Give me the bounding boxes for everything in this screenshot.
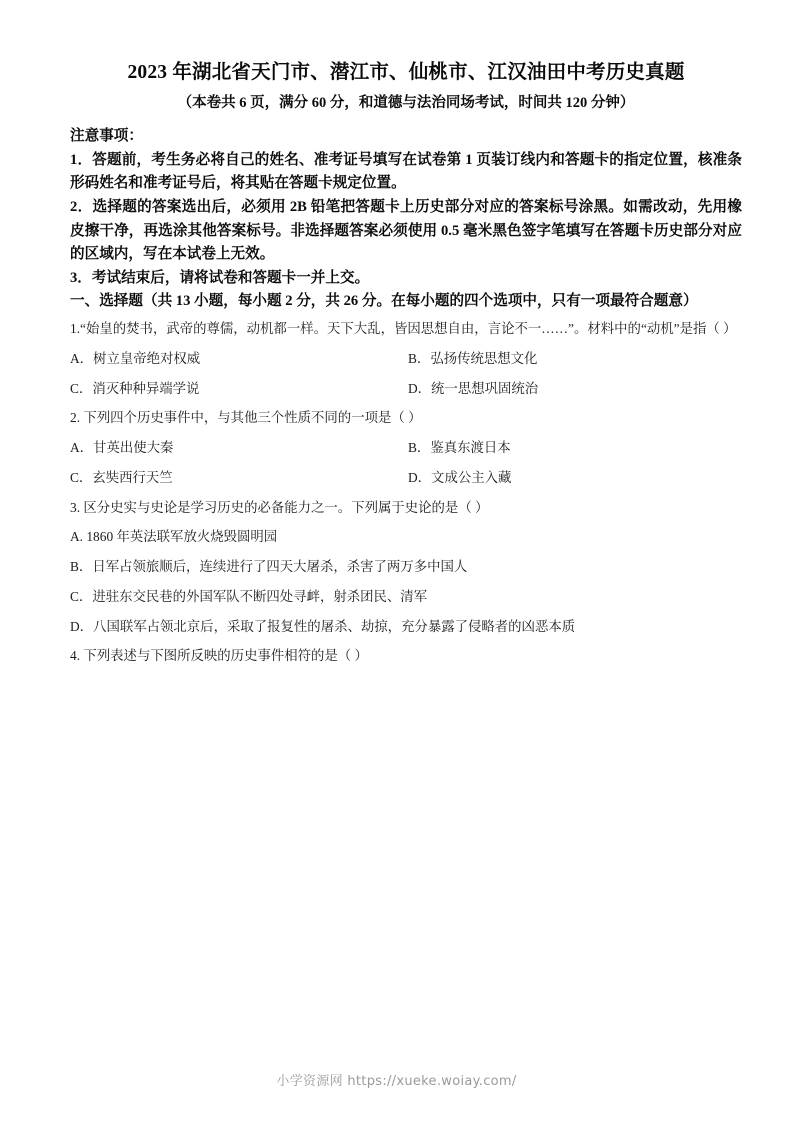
option-b[interactable]: B．日军占领旅顺后，连续进行了四天大屠杀，杀害了两万多中国人	[70, 559, 468, 575]
question-options	[70, 344, 742, 404]
question-2	[70, 403, 742, 492]
question-stem: 3. 区分史实与史论是学习历史的必备能力之一。下列属于史论的是（ ）	[70, 499, 489, 515]
notice-item-3: 3．考试结束后，请将试卷和答题卡一并上交。	[70, 269, 370, 286]
option-row	[70, 344, 742, 374]
option-c[interactable]: C．进驻东交民巷的外国军队不断四处寻衅，射杀团民、清军	[70, 588, 428, 604]
page-title: 2023 年湖北省天门市、潜江市、仙桃市、江汉油田中考历史真题	[127, 62, 685, 83]
option-d[interactable]: D．统一思想巩固统治	[408, 380, 539, 396]
question-stem: 1.“始皇的焚书，武帝的尊儒，动机都一样。天下大乱，皆因思想自由，言论不一……”。材料中的“动机”是指（ ）	[70, 321, 737, 337]
question-options	[70, 433, 742, 493]
option-c[interactable]: C．消灭种种异端学说	[70, 380, 200, 396]
option-d[interactable]: D．文成公主入藏	[408, 469, 512, 485]
page-content	[70, 58, 742, 671]
option-a[interactable]: A．甘英出使大秦	[70, 440, 174, 456]
option-a[interactable]: A. 1860 年英法联军放火烧毁圆明园	[70, 529, 278, 545]
page-subtitle: （本卷共 6 页，满分 60 分，和道德与法治同场考试，时间共 120 分钟）	[177, 95, 635, 112]
option-row	[70, 374, 742, 404]
question-stem: 2. 下列四个历史事件中，与其他三个性质不同的一项是（ ）	[70, 410, 422, 426]
question-options	[70, 522, 742, 641]
question-stem: 4. 下列表述与下图所反映的历史事件相符的是（ ）	[70, 648, 368, 664]
option-b[interactable]: B．鉴真东渡日本	[408, 440, 511, 456]
notice-section	[70, 125, 742, 290]
option-a[interactable]: A．树立皇帝绝对权威	[70, 350, 201, 366]
option-row	[70, 433, 742, 463]
option-d[interactable]: D．八国联军占领北京后，采取了报复性的屠杀、劫掠，充分暴露了侵略者的凶恶本质	[70, 618, 576, 634]
footer-watermark: 小学资源网 https://xueke.woiay.com/	[276, 1074, 517, 1089]
option-row	[70, 463, 742, 493]
notice-item-2: 2．选择题的答案选出后，必须用 2B 铅笔把答题卡上历史部分对应的答案标号涂黑。如需改动，先用橡皮擦干净，再选涂其他答案标号。非选择题答案必须使用 0.5 毫米黑色签字笔填写在答题卡历史部分对应的区域内，写在本试卷上无效。	[70, 198, 742, 263]
question-4	[70, 641, 742, 671]
notice-heading: 注意事项：	[70, 128, 143, 144]
question-1	[70, 314, 742, 403]
section-heading-multiple-choice: 一、选择题（共 13 小题，每小题 2 分，共 26 分。在每小题的四个选项中，只有一项最符合题意）	[70, 293, 698, 310]
question-3	[70, 493, 742, 642]
option-c[interactable]: C．玄奘西行天竺	[70, 469, 173, 485]
option-b[interactable]: B．弘扬传统思想文化	[408, 350, 538, 366]
notice-item-1: 1．答题前，考生务必将自己的姓名、准考证号填写在试卷第 1 页装订线内和答题卡的指定位置，核准条形码姓名和准考证号后，将其贴在答题卡规定位置。	[70, 151, 742, 192]
